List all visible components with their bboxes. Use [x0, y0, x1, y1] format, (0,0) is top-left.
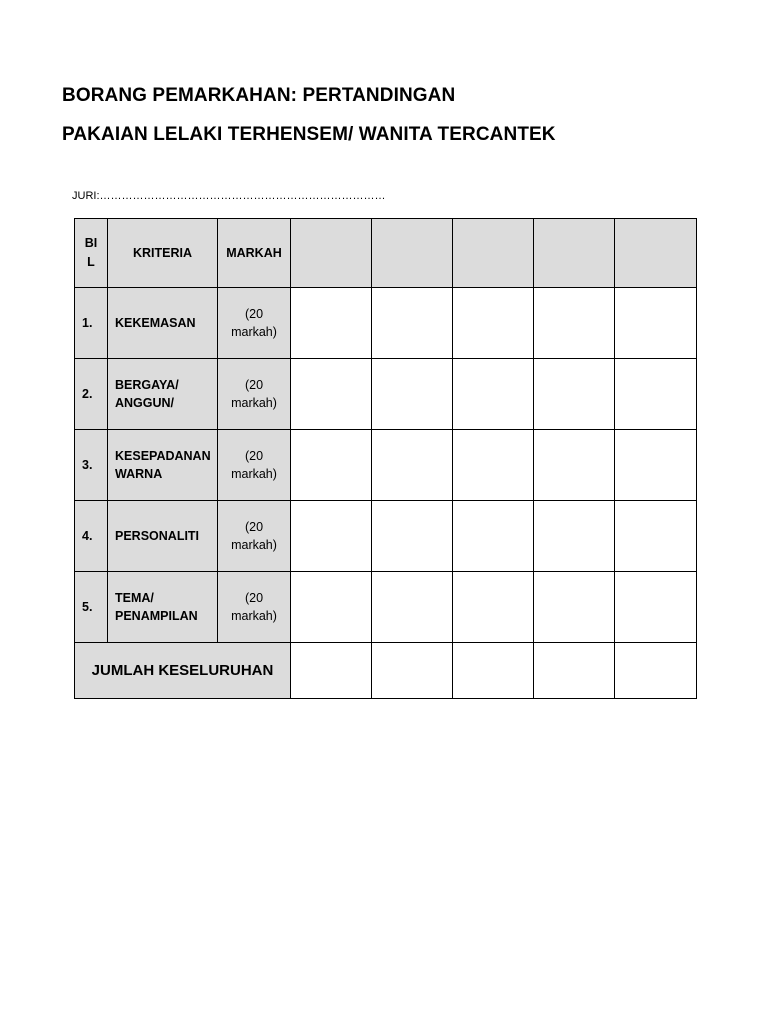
score-cell[interactable]	[453, 288, 534, 359]
score-cell[interactable]	[534, 572, 615, 643]
score-cell[interactable]	[534, 359, 615, 430]
row-markah-line2: markah)	[231, 325, 277, 339]
row-bil: 2.	[75, 359, 108, 430]
row-markah	[218, 501, 291, 572]
header-kriteria: KRITERIA	[108, 219, 218, 288]
score-cell[interactable]	[453, 572, 534, 643]
total-row	[75, 643, 697, 699]
table-row	[75, 359, 697, 430]
form-title-line2: PAKAIAN LELAKI TERHENSEM/ WANITA TERCANTEK	[62, 124, 556, 145]
row-kriteria-line1: KESEPADANAN	[115, 449, 211, 463]
row-kriteria	[108, 430, 218, 501]
row-markah	[218, 288, 291, 359]
row-kriteria	[108, 501, 218, 572]
row-markah-line1: (20	[244, 591, 264, 605]
row-kriteria	[108, 572, 218, 643]
total-cell[interactable]	[615, 643, 697, 699]
score-cell[interactable]	[453, 359, 534, 430]
row-markah-line1: (20	[244, 520, 264, 534]
score-cell[interactable]	[615, 430, 697, 501]
score-cell[interactable]	[291, 572, 372, 643]
header-participant-cell[interactable]	[534, 219, 615, 288]
score-cell[interactable]	[615, 572, 697, 643]
score-cell[interactable]	[372, 288, 453, 359]
row-markah-line2: markah)	[231, 467, 277, 481]
header-participant-cell[interactable]	[372, 219, 453, 288]
score-cell[interactable]	[453, 501, 534, 572]
header-bil-line1: BI	[84, 236, 98, 250]
row-bil: 5.	[75, 572, 108, 643]
form-title-line1: BORANG PEMARKAHAN: PERTANDINGAN	[62, 85, 456, 106]
score-cell[interactable]	[372, 501, 453, 572]
score-cell[interactable]	[615, 288, 697, 359]
score-cell[interactable]	[534, 501, 615, 572]
row-markah-line1: (20	[244, 307, 264, 321]
score-cell[interactable]	[291, 501, 372, 572]
row-markah-line1: (20	[244, 378, 264, 392]
row-kriteria	[108, 359, 218, 430]
header-participant-cell[interactable]	[453, 219, 534, 288]
row-kriteria-line2: ANGGUN/	[115, 396, 175, 410]
total-cell[interactable]	[372, 643, 453, 699]
score-cell[interactable]	[615, 501, 697, 572]
score-cell[interactable]	[534, 430, 615, 501]
score-cell[interactable]	[615, 359, 697, 430]
header-bil-line2: L	[87, 255, 95, 269]
judge-name-field[interactable]: JURI:……………………………………………………………………	[72, 190, 386, 202]
table-row	[75, 501, 697, 572]
row-markah-line2: markah)	[231, 609, 277, 623]
score-cell[interactable]	[291, 430, 372, 501]
row-kriteria	[108, 288, 218, 359]
row-markah-line2: markah)	[231, 538, 277, 552]
row-bil: 3.	[75, 430, 108, 501]
table-row	[75, 572, 697, 643]
table-row	[75, 430, 697, 501]
row-markah-line2: markah)	[231, 396, 277, 410]
row-kriteria-line2: PENAMPILAN	[115, 609, 198, 623]
table-row	[75, 288, 697, 359]
score-cell[interactable]	[372, 359, 453, 430]
score-cell[interactable]	[453, 430, 534, 501]
total-cell[interactable]	[291, 643, 372, 699]
header-markah: MARKAH	[218, 219, 291, 288]
header-participant-cell[interactable]	[291, 219, 372, 288]
row-markah-line1: (20	[244, 449, 264, 463]
row-kriteria-line1: KEKEMASAN	[115, 316, 196, 330]
score-cell[interactable]	[534, 288, 615, 359]
score-cell[interactable]	[291, 359, 372, 430]
scoring-table	[74, 218, 697, 699]
total-cell[interactable]	[453, 643, 534, 699]
score-cell[interactable]	[291, 288, 372, 359]
row-markah	[218, 430, 291, 501]
score-cell[interactable]	[372, 430, 453, 501]
row-kriteria-line1: TEMA/	[115, 591, 154, 605]
row-bil: 4.	[75, 501, 108, 572]
row-kriteria-line2: WARNA	[115, 467, 163, 481]
row-bil: 1.	[75, 288, 108, 359]
row-markah	[218, 359, 291, 430]
total-label: JUMLAH KESELURUHAN	[75, 643, 291, 699]
header-bil	[75, 219, 108, 288]
total-cell[interactable]	[534, 643, 615, 699]
row-markah	[218, 572, 291, 643]
header-participant-cell[interactable]	[615, 219, 697, 288]
score-cell[interactable]	[372, 572, 453, 643]
row-kriteria-line1: BERGAYA/	[115, 378, 179, 392]
row-kriteria-line1: PERSONALITI	[115, 529, 200, 543]
table-header-row	[75, 219, 697, 288]
